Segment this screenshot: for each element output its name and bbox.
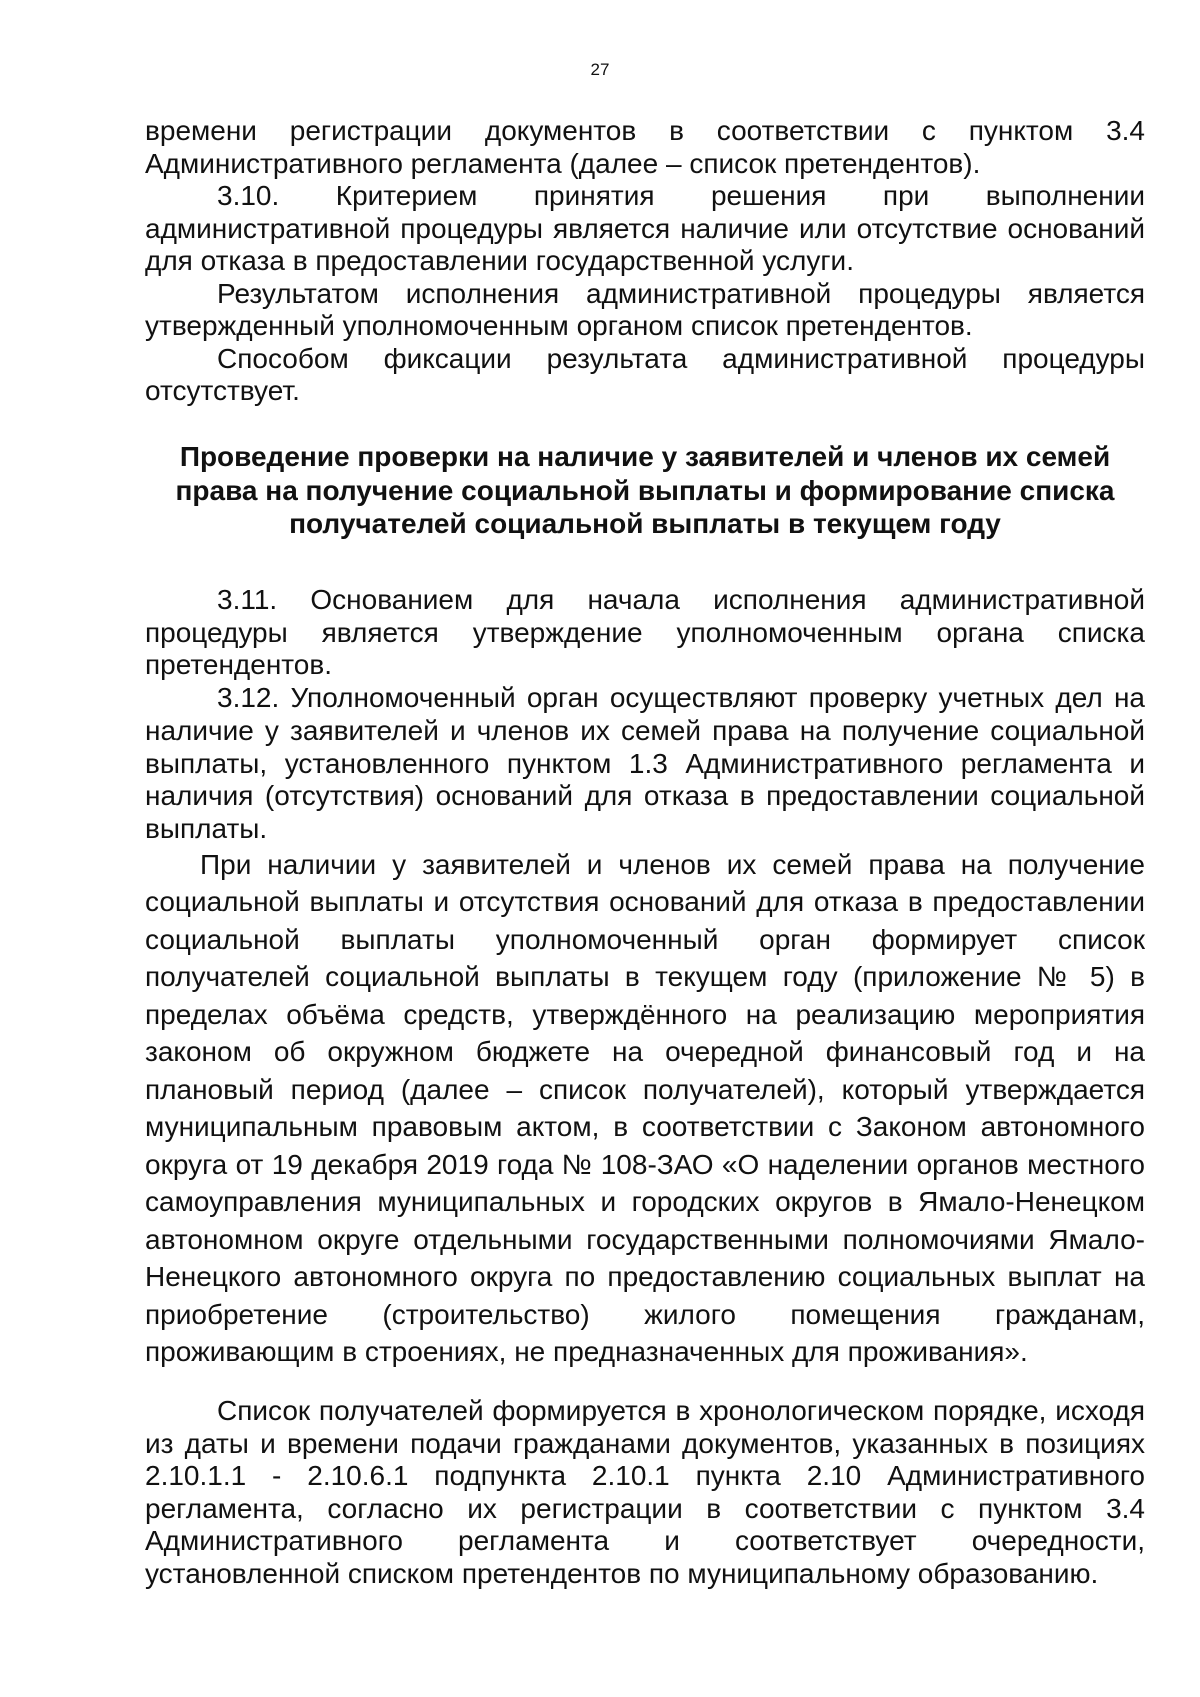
text-block-after-heading [145, 584, 1145, 1371]
paragraph-result: Результатом исполнения административной процедуры является утвержденный уполномоченным органом список претендентов. [145, 277, 1145, 341]
paragraph-recipients-list: При наличии у заявителей и членов их семей права на получение социальной выплаты и отсутствия оснований для отказа в предоставлении социальной выплаты уполномоченный орган формирует список получателей социальной выплаты в текущем году (приложение № 5) в пределах объёма средств, утверждённого на реализацию мероприятия законом об окружном бюджете на очередной финансовый год и на плановый период (далее – список получателей), который утверждается муниципальным правовым актом, в соответствии с Законом автономного округа от 19 декабря 2019 года № 108-ЗАО «О наделении органов местного самоуправления муниципальных и городских округов в Ямало-Ненецком автономном округе отдельными государственными полномочиями Ямало-Ненецкого автономного округа по предоставлению социальных выплат на приобретение (строительство) жилого помещения гражданам, проживающим в строениях, не предназначенных для проживания». [145, 848, 1145, 1368]
paragraph-3-11: 3.11. Основанием для начала исполнения административной процедуры является утверждение уполномоченным органа списка претендентов. [145, 584, 1145, 681]
paragraph-fixation: Способом фиксации результата административной процедуры отсутствует. [145, 342, 1145, 406]
paragraph-chronological-order: Список получателей формируется в хронологическом порядке, исходя из даты и времени подачи гражданами документов, указанных в позициях 2.10.1.1 - 2.10.6.1 подпункта 2.10.1 пункта 2.10 Административного регламента, согласно их регистрации в соответствии с пунктом 3.4 Административного регламента и соответствует очередности, установленной списком претендентов по муниципальному образованию. [145, 1395, 1145, 1589]
text-block-final [145, 1395, 1145, 1590]
paragraph-3-10: 3.10. Критерием принятия решения при выполнении административной процедуры является наличие или отсутствие оснований для отказа в предоставлении государственной услуги. [145, 180, 1145, 276]
paragraph-continuation: времени регистрации документов в соответствии с пунктом 3.4 Административного регламента (далее – список претендентов). [145, 115, 1145, 179]
text-block-before-heading [145, 115, 1145, 408]
paragraph-3-12: 3.12. Уполномоченный орган осуществляют проверку учетных дел на наличие у заявителей и членов их семей права на получение социальной выплаты, установленного пунктом 1.3 Административного регламента и наличия (отсутствия) оснований для отказа в предоставлении социальной выплаты. [145, 682, 1145, 844]
section-heading: Проведение проверки на наличие у заявителей и членов их семей права на получение социальной выплаты и формирование списка получателей социальной выплаты в текущем году [175, 441, 1115, 539]
page-number: 27 [590, 60, 610, 79]
